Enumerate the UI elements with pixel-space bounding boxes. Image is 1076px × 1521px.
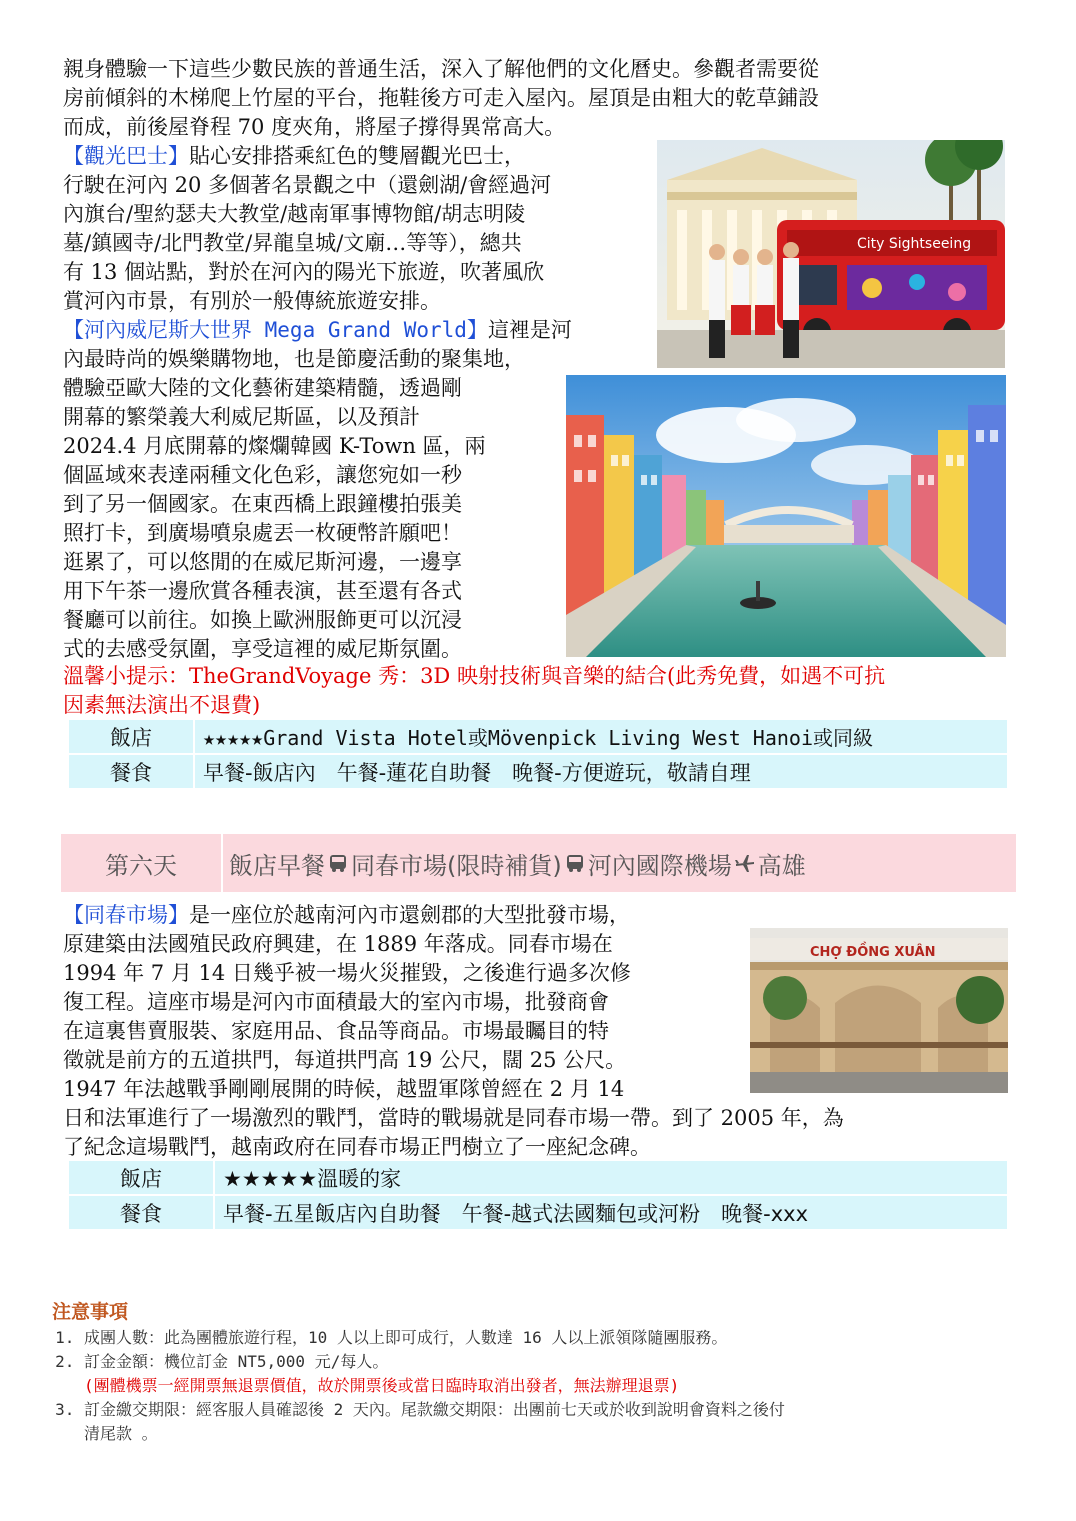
note-text: 訂金金額：機位訂金 NT5,000 元/每人。 <box>84 1352 389 1371</box>
meal-label: 餐食 <box>69 755 193 788</box>
tip-line-2: 因素無法演出不退費) <box>63 693 261 717</box>
bus-line: 有 13 個站點，對於在河內的陽光下旅遊，吹著風欣 <box>63 260 545 284</box>
dong-xuan-market-photo <box>750 928 1008 1093</box>
bus-title: 【觀光巴士】 <box>63 144 189 168</box>
notes-section <box>52 1300 1042 1446</box>
mega-line: 式的去感受氛圍，享受這裡的威尼斯氛圍。 <box>63 637 462 661</box>
bus-icon <box>564 852 586 874</box>
market-line: 了紀念這場戰鬥，越南政府在同春市場正門樹立了一座紀念碑。 <box>63 1135 651 1159</box>
note-text: 訂金繳交期限：經客服人員確認後 2 天內。尾款繳交期限：出團前七天或於收到說明會資料之後付 <box>84 1400 785 1419</box>
bus-line: 賞河內市景，有別於一般傳統旅遊安排。 <box>63 289 441 313</box>
note-item <box>84 1350 1042 1398</box>
bus-icon <box>327 852 349 874</box>
intro-line-3: 而成，前後屋脊程 70 度夾角，將屋子撐得異常高大。 <box>63 115 566 139</box>
meal-label: 餐食 <box>69 1196 213 1229</box>
note-item <box>84 1398 1042 1446</box>
mega-line: 體驗亞歐大陸的文化藝術建築精髓，透過剛 <box>63 376 462 400</box>
market-line: 日和法軍進行了一場激烈的戰鬥，當時的戰場就是同春市場一帶。到了 2005 年，為 <box>63 1106 844 1130</box>
route <box>223 846 806 881</box>
bus-paragraph-line-1 <box>63 142 525 171</box>
bus-line: 墓/鎮國寺/北門教堂/昇龍皇城/文廟…等等），總共 <box>63 231 522 255</box>
route-stop: 河內國際機場 <box>587 851 732 880</box>
route-stop: 同春市場(限時補貨) <box>351 851 562 880</box>
hotel-value: ★★★★★溫暖的家 <box>215 1161 1007 1194</box>
meal-value: 早餐-飯店內 午餐-蓮花自助餐 晚餐-方便遊玩，敬請自理 <box>195 755 1007 788</box>
table-row <box>69 1161 1007 1194</box>
day-label: 第六天 <box>61 834 223 892</box>
bus-sign-text: City Sightseeing <box>857 236 972 252</box>
mega-line: 到了另一個國家。在東西橋上跟鐘樓拍張美 <box>63 492 462 516</box>
notes-list <box>52 1326 1042 1446</box>
market-line: 原建築由法國殖民政府興建，在 1889 年落成。同春市場在 <box>63 932 613 956</box>
market-sign-text: CHỢ ĐỒNG XUÂN <box>810 945 936 960</box>
airplane-icon <box>734 852 756 874</box>
mega-line: 個區域來表達兩種文化色彩，讓您宛如一秒 <box>63 463 462 487</box>
day6-info-table <box>67 1159 1009 1231</box>
route-stop: 飯店早餐 <box>229 851 325 880</box>
market-line: 復工程。這座市場是河內市面積最大的室內市場，批發商會 <box>63 990 609 1014</box>
note-text-continued: 清尾款 。 <box>84 1424 158 1443</box>
intro-line-1: 親身體驗一下這些少數民族的普通生活，深入了解他們的文化曆史。參觀者需要從 <box>63 57 819 81</box>
meal-value: 早餐-五星飯店內自助餐 午餐-越式法國麵包或河粉 晚餐-xxx <box>215 1196 1007 1229</box>
mega-line: 逛累了，可以悠閒的在威尼斯河邊，一邊享 <box>63 550 462 574</box>
note-warning: (團體機票一經開票無退票價值，故於開票後或當日臨時取消出發者，無法辦理退票) <box>84 1376 680 1395</box>
tip-line-1: 溫馨小提示：TheGrandVoyage 秀：3D 映射技術與音樂的結合(此秀免費，如遇不可抗 <box>63 664 886 688</box>
market-line: 1947 年法越戰爭剛剛展開的時候，越盟軍隊曾經在 2 月 14 <box>63 1077 625 1101</box>
mega-title: 【河內威尼斯大世界 Mega Grand World】 <box>63 318 488 342</box>
table-row <box>69 720 1007 753</box>
market-title: 【同春市場】 <box>63 903 189 927</box>
bus-line: 行駛在河內 20 多個著名景觀之中（還劍湖/會經過河 <box>63 173 552 197</box>
bus-line: 貼心安排搭乘紅色的雙層觀光巴士， <box>189 144 525 168</box>
mega-line: 餐廳可以前往。如換上歐洲服飾更可以沉浸 <box>63 608 462 632</box>
bus-line: 內旗台/聖約瑟夫大教堂/越南軍事博物館/胡志明陵 <box>63 202 526 226</box>
market-paragraph-line-1 <box>63 901 630 930</box>
market-line: 徵就是前方的五道拱門，每道拱門高 19 公尺，闊 25 公尺。 <box>63 1048 627 1072</box>
day5-info-table <box>67 718 1009 790</box>
hotel-value: ★★★★★Grand Vista Hotel或Mövenpick Living West Hanoi或同級 <box>195 720 1007 753</box>
hotel-label: 飯店 <box>69 720 193 753</box>
route-stop: 高雄 <box>757 851 806 880</box>
mega-line: 內最時尚的娛樂購物地，也是節慶活動的聚集地， <box>63 347 525 371</box>
mega-line: 用下午茶一邊欣賞各種表演，甚至還有各式 <box>63 579 462 603</box>
notes-title: 注意事項 <box>52 1301 129 1323</box>
sightseeing-bus-photo <box>657 140 1005 368</box>
mega-line: 開幕的繁榮義大利威尼斯區，以及預計 <box>63 405 420 429</box>
table-row <box>69 755 1007 788</box>
mega-line: 照打卡，到廣場噴泉處丟一枚硬幣許願吧！ <box>63 521 462 545</box>
intro-line-2: 房前傾斜的木梯爬上竹屋的平台，拖鞋後方可走入屋內。屋頂是由粗大的乾草鋪設 <box>63 86 819 110</box>
venice-canal-photo <box>566 375 1006 657</box>
mega-paragraph-line-1 <box>63 316 572 345</box>
market-line: 是一座位於越南河內市還劍郡的大型批發市場， <box>189 903 630 927</box>
table-row <box>69 1196 1007 1229</box>
day6-itinerary-band <box>61 834 1016 892</box>
note-item: 1. 成團人數：此為團體旅遊行程，10 人以上即可成行，人數達 16 人以上派領隊隨團服務。 <box>84 1326 1042 1350</box>
market-line: 1994 年 7 月 14 日幾乎被一場火災摧毀，之後進行過多次修 <box>63 961 631 985</box>
hotel-label: 飯店 <box>69 1161 213 1194</box>
mega-line: 這裡是河 <box>487 318 572 342</box>
mega-line: 2024.4 月底開幕的燦爛韓國 K-Town 區，兩 <box>63 434 486 458</box>
market-line: 在這裏售賣服裝、家庭用品、食品等商品。市場最矚目的特 <box>63 1019 609 1043</box>
